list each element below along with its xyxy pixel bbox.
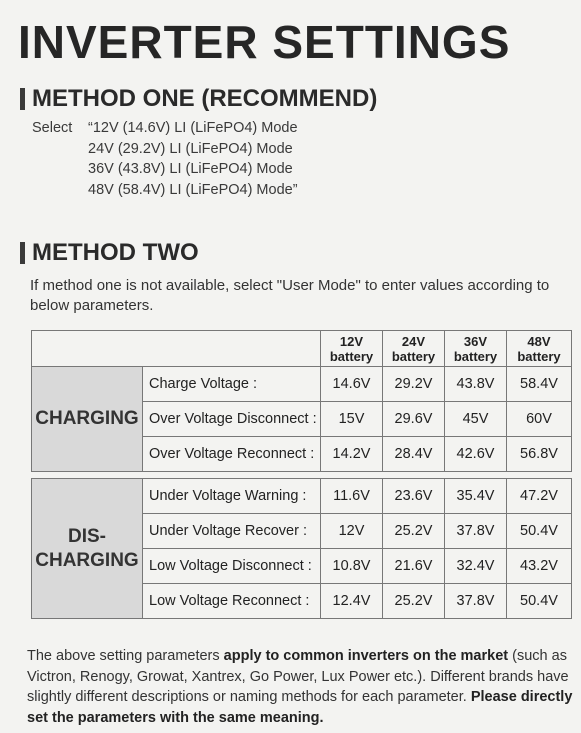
value-cell: 29.6V (383, 402, 445, 437)
heading-bar (20, 242, 25, 264)
param-label: Over Voltage Reconnect : (143, 437, 321, 472)
table-row (32, 367, 572, 402)
value-cell: 11.6V (321, 479, 383, 514)
value-cell: 29.2V (383, 367, 445, 402)
value-cell: 12.4V (321, 584, 383, 619)
value-cell: 14.2V (321, 437, 383, 472)
value-cell: 37.8V (445, 584, 507, 619)
value-cell: 25.2V (383, 514, 445, 549)
page-title: INVERTER SETTINGS (18, 16, 511, 68)
value-cell: 35.4V (445, 479, 507, 514)
value-cell: 21.6V (383, 549, 445, 584)
header-24v: 24V battery (383, 331, 445, 367)
value-cell: 50.4V (507, 514, 572, 549)
method-two-intro: If method one is not available, select "User Mode" to enter values according to below parameters. (30, 277, 550, 314)
value-cell: 23.6V (383, 479, 445, 514)
param-label: Under Voltage Warning : (143, 479, 321, 514)
value-cell: 43.8V (445, 367, 507, 402)
mode-item-48v: 48V (58.4V) LI (LiFePO4) Mode” (88, 181, 298, 198)
method-one-heading-text: METHOD ONE (RECOMMEND) (32, 85, 378, 112)
param-label: Low Voltage Reconnect : (143, 584, 321, 619)
value-cell: 42.6V (445, 437, 507, 472)
header-36v: 36V battery (445, 331, 507, 367)
mode-item-24v: 24V (29.2V) LI (LiFePO4) Mode (88, 140, 293, 157)
heading-bar (20, 88, 25, 110)
value-cell: 60V (507, 402, 572, 437)
mode-list (88, 118, 298, 200)
discharging-section-label: DIS- CHARGING (32, 479, 143, 619)
value-cell: 15V (321, 402, 383, 437)
footer-note: The above setting parameters apply to common inverters on the market (such as Victron, Renogy, Growat, Xantrex, Go Power, Lux Power etc.). Different brands have slightly different descriptions or naming methods for each parameter. Please directly set the parameters with the same meaning. (27, 648, 573, 726)
value-cell: 47.2V (507, 479, 572, 514)
value-cell: 45V (445, 402, 507, 437)
value-cell: 56.8V (507, 437, 572, 472)
select-label: Select (32, 120, 73, 136)
value-cell: 58.4V (507, 367, 572, 402)
value-cell: 50.4V (507, 584, 572, 619)
value-cell: 10.8V (321, 549, 383, 584)
table-header-row (32, 331, 572, 367)
table-section-gap (32, 472, 572, 479)
header-12v: 12V battery (321, 331, 383, 367)
table-row (32, 479, 572, 514)
param-label: Low Voltage Disconnect : (143, 549, 321, 584)
param-label: Charge Voltage : (143, 367, 321, 402)
param-label: Under Voltage Recover : (143, 514, 321, 549)
table-header-blank (32, 331, 321, 367)
value-cell: 28.4V (383, 437, 445, 472)
param-label: Over Voltage Disconnect : (143, 402, 321, 437)
method-two-heading-text: METHOD TWO (32, 239, 199, 266)
mode-item-36v: 36V (43.8V) LI (LiFePO4) Mode (88, 161, 293, 177)
method-one-heading (20, 84, 377, 114)
method-two-heading (20, 238, 199, 268)
value-cell: 32.4V (445, 549, 507, 584)
value-cell: 43.2V (507, 549, 572, 584)
mode-item-12v: “12V (14.6V) LI (LiFePO4) Mode (88, 120, 298, 136)
value-cell: 12V (321, 514, 383, 549)
value-cell: 14.6V (321, 367, 383, 402)
header-48v: 48V battery (507, 331, 572, 367)
value-cell: 25.2V (383, 584, 445, 619)
charging-section-label: CHARGING (32, 367, 143, 472)
parameter-table (31, 330, 572, 619)
value-cell: 37.8V (445, 514, 507, 549)
